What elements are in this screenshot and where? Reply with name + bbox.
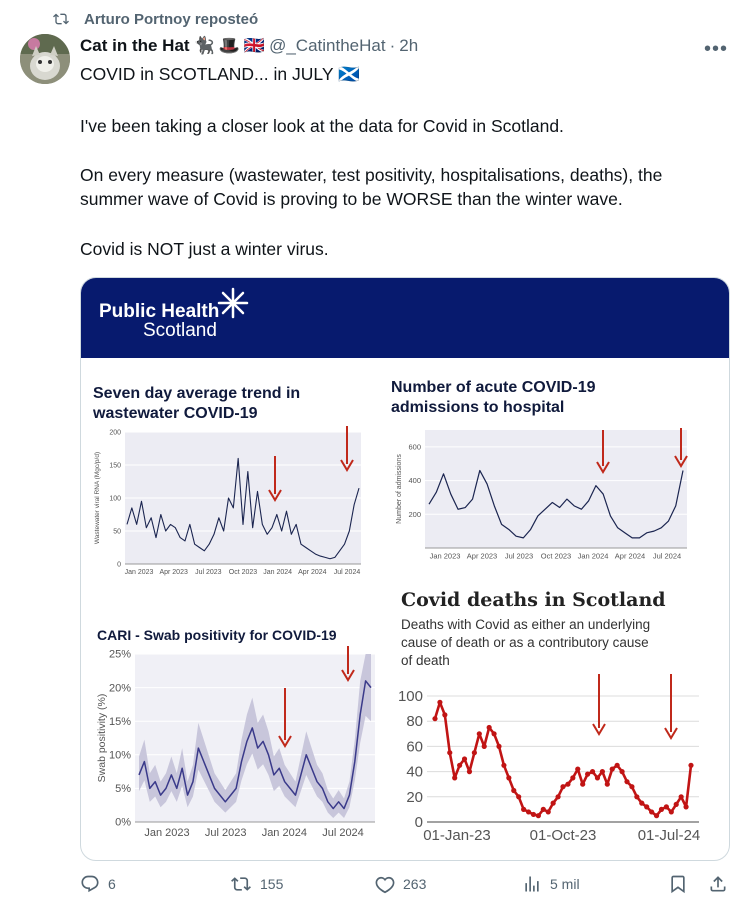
data-point xyxy=(506,775,511,780)
separator-dot: · xyxy=(389,36,396,55)
data-point xyxy=(491,731,496,736)
data-point xyxy=(624,779,629,784)
y-tick-label: 200 xyxy=(408,509,421,519)
x-tick-label: Jul 2024 xyxy=(322,827,364,839)
data-point xyxy=(555,794,560,799)
data-point xyxy=(580,782,585,787)
y-axis-label: Swab positivity (%) xyxy=(96,693,108,783)
action-bar xyxy=(0,874,754,902)
data-point xyxy=(590,769,595,774)
data-point xyxy=(634,794,639,799)
logo-line-2: Scotland xyxy=(143,320,217,341)
cat-emoji: 🐈‍⬛ xyxy=(193,36,215,55)
x-tick-label: Apr 2024 xyxy=(614,551,646,561)
y-tick-label: 150 xyxy=(109,462,121,470)
y-tick-label: 10% xyxy=(108,749,131,762)
data-point xyxy=(536,813,541,818)
data-point xyxy=(679,794,684,799)
x-tick-label: Jan 2024 xyxy=(577,551,609,561)
x-tick-label: Oct 2023 xyxy=(540,551,572,561)
bookmark-button[interactable] xyxy=(668,874,688,894)
x-tick-label: Jul 2023 xyxy=(504,551,534,561)
y-tick-label: 5% xyxy=(115,783,131,796)
heart-icon xyxy=(375,874,395,894)
x-tick-label: Jul 2023 xyxy=(204,827,247,839)
tophat-emoji: 🎩 xyxy=(218,36,240,55)
x-tick-label: Jan 2023 xyxy=(144,827,190,839)
repost-count: 155 xyxy=(260,876,284,892)
avatar[interactable] xyxy=(20,34,70,84)
data-point xyxy=(619,769,624,774)
y-tick-label: 0% xyxy=(115,816,131,829)
data-point xyxy=(629,784,634,789)
data-point xyxy=(688,763,693,768)
y-tick-label: 40 xyxy=(406,763,423,781)
y-tick-label: 20% xyxy=(108,682,131,695)
panel2-title: Number of acute COVID-19 admissions to hospital xyxy=(391,379,596,416)
y-tick-label: 0 xyxy=(414,814,423,831)
y-tick-label: 15% xyxy=(108,715,131,728)
y-axis-label: Number of admissions xyxy=(396,454,403,524)
data-point xyxy=(659,807,664,812)
uk-flag-emoji: 🇬🇧 xyxy=(243,36,266,55)
data-point xyxy=(432,716,437,721)
reply-count: 6 xyxy=(108,876,116,892)
bookmark-icon xyxy=(668,874,688,894)
data-point xyxy=(501,763,506,768)
post-text-line-1: COVID in SCOTLAND... in JULY 🏴󠁧󠁢󠁳󠁣󠁴󠁿 xyxy=(80,64,360,84)
x-tick-label: Oct 2023 xyxy=(228,569,258,576)
x-tick-label: Apr 2024 xyxy=(298,569,327,576)
data-point xyxy=(683,804,688,809)
data-point xyxy=(669,809,674,814)
x-tick-label: Jan 2023 xyxy=(429,551,461,561)
like-button[interactable] xyxy=(375,874,426,894)
data-point xyxy=(521,807,526,812)
data-point xyxy=(610,766,615,771)
data-point xyxy=(639,801,644,806)
y-axis-label: Wastewater viral RNA (Mgc/p/d) xyxy=(94,451,101,545)
data-point xyxy=(516,794,521,799)
data-point xyxy=(570,775,575,780)
x-tick-label: Jan 2024 xyxy=(261,827,307,839)
post-text-line-4: Covid is NOT just a winter virus. xyxy=(80,239,329,259)
more-options-icon[interactable]: ••• xyxy=(703,38,728,60)
data-point xyxy=(487,725,492,730)
data-point xyxy=(452,775,457,780)
post-image[interactable] xyxy=(80,277,730,861)
data-point xyxy=(565,782,570,787)
x-tick-label: 01-Jul-24 xyxy=(637,827,701,844)
data-point xyxy=(467,769,472,774)
author-handle[interactable]: @_CatintheHat xyxy=(269,36,386,55)
data-point xyxy=(674,802,679,807)
y-tick-label: 20 xyxy=(406,788,423,806)
y-tick-label: 400 xyxy=(408,476,421,486)
data-point xyxy=(511,788,516,793)
post-header xyxy=(80,34,418,58)
post-text-line-3b: summer wave of Covid is proving to be WORSE than the winter wave. xyxy=(80,189,623,209)
views-button[interactable] xyxy=(522,874,580,894)
y-tick-label: 100 xyxy=(397,688,423,705)
repost-text[interactable]: Arturo Portnoy reposteó xyxy=(84,10,259,28)
logo-line-1: Public Health xyxy=(99,301,220,322)
views-count: 5 mil xyxy=(550,876,580,892)
y-tick-label: 600 xyxy=(408,442,421,452)
admissions-chart xyxy=(389,428,691,564)
cat-avatar-image xyxy=(20,34,70,84)
repost-action-icon xyxy=(230,874,252,894)
share-icon xyxy=(708,874,728,894)
data-point xyxy=(477,731,482,736)
repost-indicator[interactable] xyxy=(52,8,258,30)
positivity-chart xyxy=(89,646,379,842)
y-tick-label: 60 xyxy=(406,738,423,756)
data-point xyxy=(595,775,600,780)
data-point xyxy=(575,766,580,771)
data-point xyxy=(560,784,565,789)
data-point xyxy=(437,700,442,705)
x-tick-label: Jul 2023 xyxy=(195,569,222,576)
series-line xyxy=(435,702,691,815)
like-count: 263 xyxy=(403,876,427,892)
repost-icon xyxy=(52,11,70,27)
data-point xyxy=(472,750,477,755)
panel3-title: CARI - Swab positivity for COVID-19 xyxy=(97,627,337,643)
data-point xyxy=(442,712,447,717)
phs-banner xyxy=(81,278,729,358)
post-time[interactable]: 2h xyxy=(399,36,419,55)
data-point xyxy=(457,763,462,768)
data-point xyxy=(664,804,669,809)
data-point xyxy=(585,772,590,777)
wastewater-chart xyxy=(89,426,367,590)
y-tick-label: 0 xyxy=(117,561,121,569)
data-point xyxy=(531,812,536,817)
data-point xyxy=(447,750,452,755)
y-tick-label: 80 xyxy=(406,713,423,731)
reply-icon xyxy=(80,874,100,894)
x-tick-label: Jul 2024 xyxy=(652,551,682,561)
share-button[interactable] xyxy=(708,874,728,894)
data-point xyxy=(496,744,501,749)
panel4-subtitle: Deaths with Covid as either an underlying cause of death or as a contributory cause of death xyxy=(401,617,651,668)
data-point xyxy=(482,744,487,749)
phs-logo xyxy=(99,302,219,340)
panel4-title: Covid deaths in Scotland xyxy=(401,589,666,611)
data-point xyxy=(526,809,531,814)
y-tick-label: 100 xyxy=(109,495,121,503)
data-point xyxy=(541,807,546,812)
y-tick-label: 25% xyxy=(108,648,131,661)
x-tick-label: 01-Oct-23 xyxy=(529,827,597,844)
repost-button[interactable] xyxy=(230,874,283,894)
data-point xyxy=(615,763,620,768)
x-tick-label: Apr 2023 xyxy=(159,569,188,576)
views-icon xyxy=(522,874,542,894)
data-point xyxy=(649,809,654,814)
deaths-chart xyxy=(391,674,721,846)
reply-button[interactable] xyxy=(80,874,116,894)
y-tick-label: 50 xyxy=(113,528,121,536)
panel1-title: Seven day average trend in wastewater COVID-19 xyxy=(93,385,301,422)
x-tick-label: Jul 2024 xyxy=(333,569,361,576)
data-point xyxy=(546,809,551,814)
x-tick-label: Jan 2023 xyxy=(124,569,154,576)
plot-background xyxy=(425,430,687,548)
data-point xyxy=(600,769,605,774)
post-text-line-2: I've been taking a closer look at the data for Covid in Scotland. xyxy=(80,116,564,136)
author-name[interactable]: Cat in the Hat xyxy=(80,36,190,55)
y-tick-label: 200 xyxy=(109,429,121,437)
post-text-line-3a: On every measure (wastewater, test positivity, hospitalisations, deaths), the xyxy=(80,165,663,185)
x-tick-label: 01-Jan-23 xyxy=(423,827,491,844)
data-point xyxy=(605,782,610,787)
x-tick-label: Jan 2024 xyxy=(263,569,293,576)
data-point xyxy=(462,756,467,761)
data-point xyxy=(654,813,659,818)
phs-star-icon xyxy=(216,286,250,320)
x-tick-label: Apr 2023 xyxy=(466,551,498,561)
data-point xyxy=(644,804,649,809)
data-point xyxy=(551,801,556,806)
